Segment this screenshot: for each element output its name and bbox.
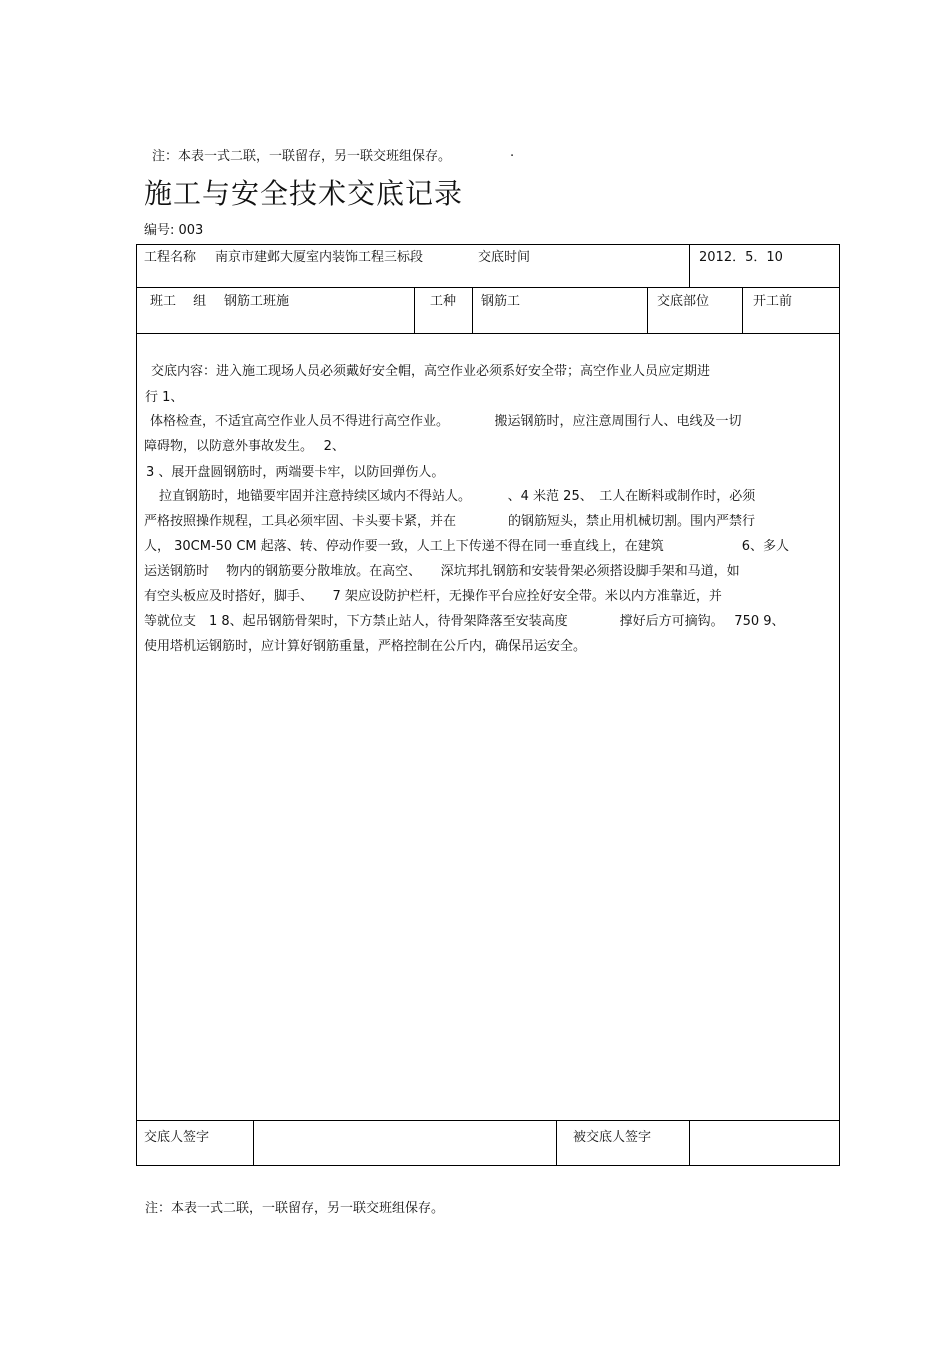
table-border-left: [136, 244, 137, 1165]
content-line: 使用塔机运钢筋时，应计算好钢筋重量，严格控制在公斤内，确保吊运安全。: [144, 639, 587, 654]
handover-part-value: 开工前: [753, 294, 793, 309]
project-name-label: 工程名称: [144, 250, 197, 265]
bottom-note: 注：本表一式二联，一联留存，另一联交班组保存。: [145, 1201, 445, 1216]
top-note-dot: .: [510, 145, 515, 160]
receiver-signature-label: 被交底人签字: [573, 1130, 652, 1145]
giver-signature-label: 交底人签字: [144, 1130, 210, 1145]
trade-value: 钢筋工: [481, 294, 521, 309]
content-line: 3 、展开盘圆钢筋时，两端要卡牢，以防回弹伤人。: [146, 465, 445, 480]
content-line: 等就位支 1 8、起吊钢筋骨架时，下方禁止站人，待骨架降落至安装高度 撑好后方可摘钩。 750 9、: [144, 614, 785, 629]
row2-divider-c: [647, 287, 648, 333]
top-note: 注：本表一式二联，一联留存，另一联交班组保存。: [152, 149, 452, 164]
content-line: 行 1、: [145, 390, 184, 405]
row2-divider-d: [742, 287, 743, 333]
team-label: 班工 组: [150, 294, 207, 309]
content-line: 体格检查，不适宜高空作业人员不得进行高空作业。 搬运钢筋时，应注意周围行人、电线及一切: [150, 414, 742, 429]
sign-divider-b: [556, 1120, 557, 1165]
table-border-top: [136, 244, 840, 245]
table-border-bottom: [136, 1165, 840, 1166]
content-line: 严格按照操作规程，工具必须牢固、卡头要卡紧，并在 的钢筋短头，禁止用机械切割。围内严禁行: [144, 514, 756, 529]
content-line: 人， 30CM-50 CM 起落、转、停动作要一致，人工上下传递不得在同一垂直线上，在建筑 6、多人: [144, 539, 790, 554]
sign-divider-c: [689, 1120, 690, 1165]
sign-divider-a: [253, 1120, 254, 1165]
handover-time-value: 2012．5．10: [699, 250, 783, 265]
project-name-value: 南京市建邺大厦室内装饰工程三标段: [215, 250, 424, 265]
handover-part-label: 交底部位: [657, 294, 710, 309]
row1-divider: [689, 244, 690, 287]
row-divider-3: [136, 1120, 840, 1121]
row-divider-1: [136, 287, 840, 288]
team-value: 钢筋工班施: [224, 294, 290, 309]
row2-divider-a: [414, 287, 415, 333]
serial-number: 编号: 003: [144, 223, 204, 238]
trade-label: 工种: [430, 294, 457, 309]
content-line: 拉直钢筋时，地锚要牢固并注意持续区域内不得站人。 、4 米范 25、 工人在断料或制作时，必须: [159, 489, 756, 504]
content-line: 有空头板应及时搭好，脚手、 7 架应设防护栏杆，无操作平台应拴好安全带。米以内方准靠近，并: [144, 589, 722, 604]
content-line: 运送钢筋时 物内的钢筋要分散堆放。在高空、 深坑邦扎钢筋和安装骨架必须搭设脚手架和马道，如: [144, 564, 740, 579]
row-divider-2: [136, 333, 840, 334]
document-title: 施工与安全技术交底记录: [144, 177, 464, 210]
table-border-right: [839, 244, 840, 1165]
content-line: 交底内容：进入施工现场人员必须戴好安全帽，高空作业必须系好安全带；高空作业人员应定期进: [151, 364, 711, 379]
handover-time-label: 交底时间: [478, 250, 531, 265]
row2-divider-b: [472, 287, 473, 333]
content-line: 障碍物，以防意外事故发生。 2、: [144, 439, 345, 454]
